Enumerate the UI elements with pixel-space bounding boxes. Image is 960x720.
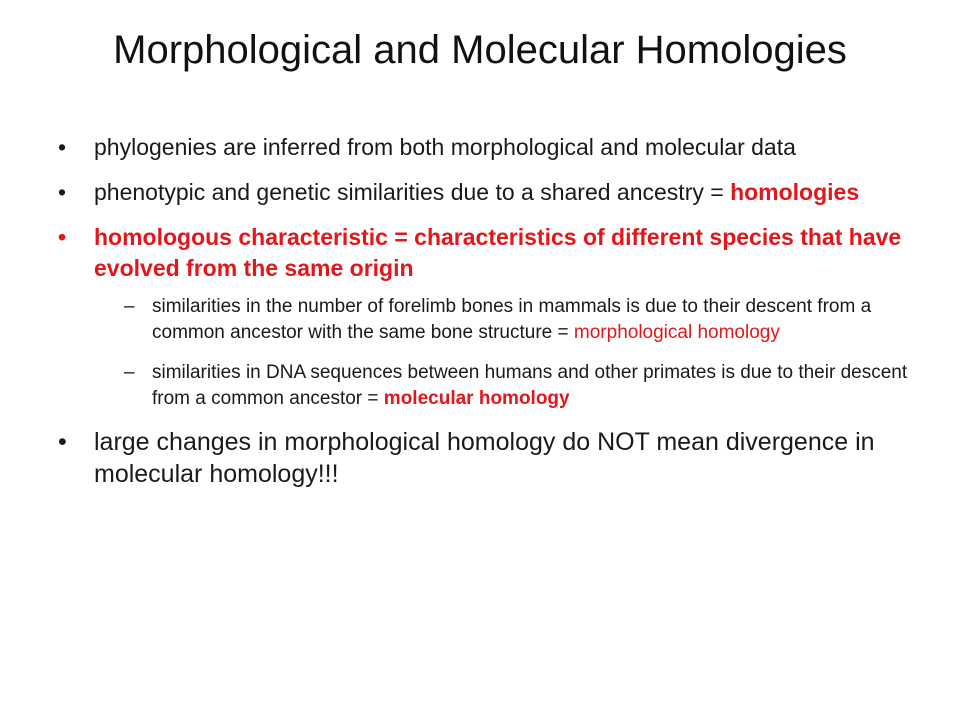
bullet-text: homologous characteristic = characteristics of different species that have evolved from the same origin: [94, 224, 902, 281]
bullet-text: large changes in morphological homology do NOT mean divergence in molecular homology!!!: [94, 428, 875, 488]
bullet-icon: •: [58, 224, 67, 250]
slide-title: Morphological and Molecular Homologies: [113, 28, 847, 72]
bullet-item: [58, 426, 908, 490]
highlight-term: homologies: [730, 179, 860, 205]
bullet-icon: •: [58, 179, 67, 205]
bullet-text: phylogenies are inferred from both morphological and molecular data: [94, 134, 796, 160]
slide-content: [58, 132, 908, 490]
bullet-icon: •: [58, 134, 67, 160]
bullet-icon: •: [58, 428, 67, 456]
dash-icon: –: [124, 296, 135, 317]
sub-bullet-item: [124, 360, 908, 412]
bullet-item-highlighted: [58, 222, 908, 284]
sub-bullet-text: similarities in DNA sequences between humans and other primates is due to their descent from a common ancestor =: [152, 362, 908, 409]
sub-bullet-text: similarities in the number of forelimb bones in mammals is due to their descent from a common ancestor with the same bone structure =: [152, 296, 872, 343]
sub-bullet-item: [124, 294, 908, 346]
highlight-term: molecular homology: [383, 388, 570, 409]
bullet-text: phenotypic and genetic similarities due to a shared ancestry =: [94, 179, 731, 205]
highlight-term: morphological homology: [573, 322, 780, 343]
dash-icon: –: [124, 362, 135, 383]
bullet-item: [58, 132, 908, 163]
bullet-item: [58, 177, 908, 208]
